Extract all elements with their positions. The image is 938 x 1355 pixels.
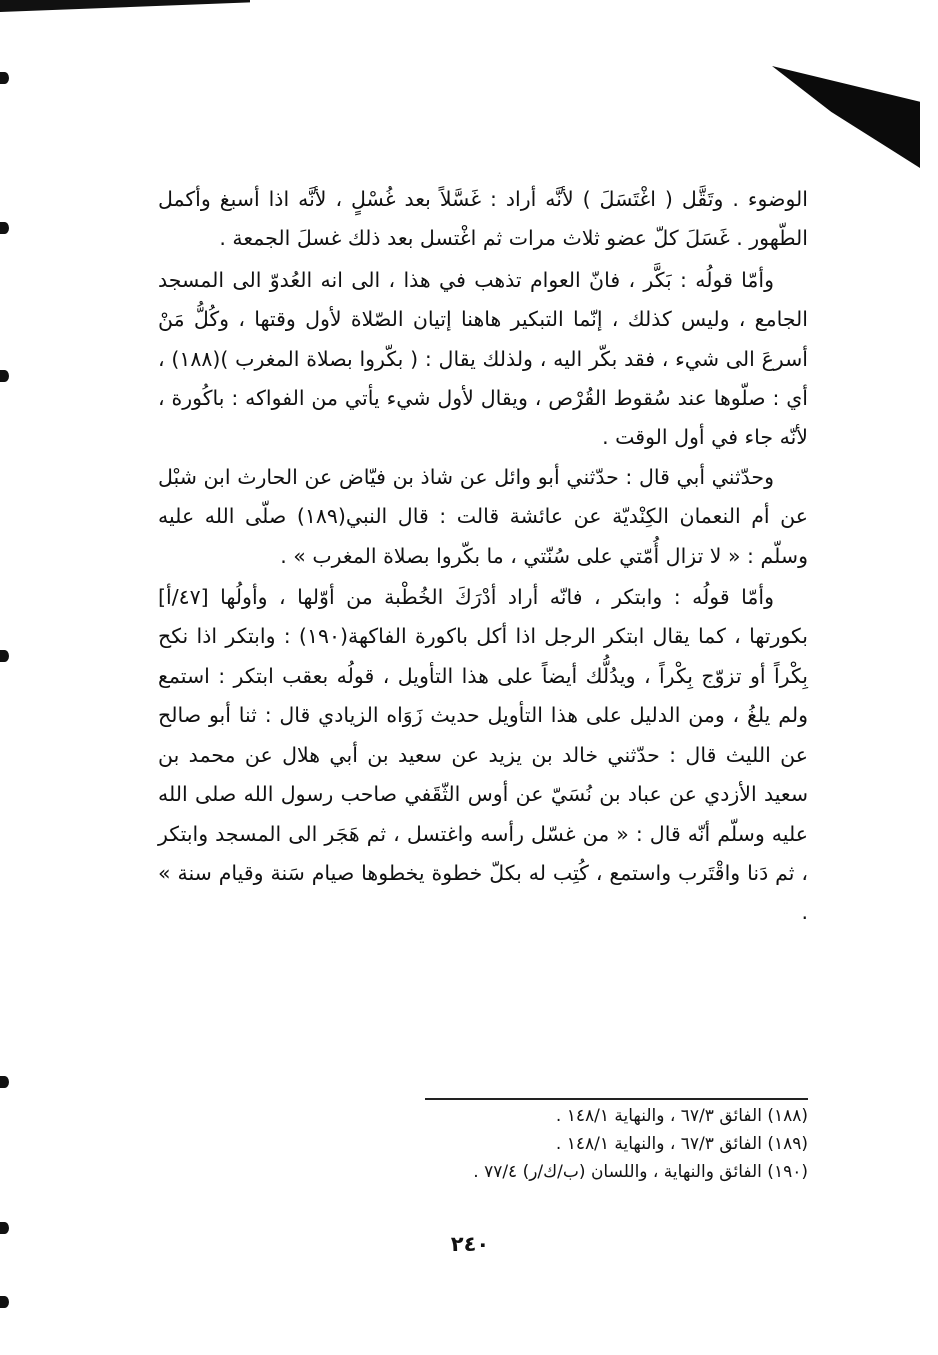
body-paragraph: الوضوء . وتَقَّل ( اغْتَسَلَ ) لأنَّه أراد : غَسَّلاً بعد غُسْلٍ ، لأنَّه اذا أسبغ وأكمل الطّهور . غَسَلَ كلّ عضو ثلاث مرات ثم اغْتسل بعد ذلك غسلَ الجمعة . xyxy=(158,187,808,251)
footnotes xyxy=(300,1102,808,1186)
footnote: (١٨٩) الفائق ٦٧/٣ ، والنهاية ١٤٨/١ . xyxy=(555,1134,808,1154)
footnote-divider xyxy=(425,1098,808,1100)
body-paragraph: وحدّثني أبي قال : حدّثني أبو وائل عن شاذ بن فيّاض عن الحارث ابن شبْل عن أم النعمان الكِنْديّة عن عائشة قالت : قال النبي(١٨٩) صلّى الله عليه وسلّم : « لا تزال أُمّتي على سُنّتي ، ما بكّروا بصلاة المغرب » . xyxy=(158,464,808,568)
body-paragraph: وأمّا قولُه : بَكَّر ، فانّ العوام تذهب في هذا ، الى انه العُدوّ الى المسجد الجامع ، وليس كذلك ، إنّما التبكير هاهنا إتيان الصّلاة لأول وقتها ، وكُلُّ مَنْ أسرعَ الى شيء ، فقد بكّر اليه ، ولذلك يقال : ( بكّروا بصلاة المغرب )(١٨٨) ، أي : صلّوها عند سُقوط القُرْص ، ويقال لأول شيء يأتي من الفواكه : باكُورة ، لأنّه جاء في أول الوقت . xyxy=(158,267,808,450)
binding-hole-mark xyxy=(0,72,9,84)
binding-hole-mark xyxy=(0,1076,9,1088)
scan-corner-shadow xyxy=(772,66,920,168)
binding-hole-mark xyxy=(0,1222,9,1234)
footnote: (١٩٠) الفائق والنهاية ، واللسان (ب/ك/ر) ٧٧/٤ . xyxy=(473,1162,808,1182)
scan-edge-mark xyxy=(0,0,250,12)
binding-hole-mark xyxy=(0,650,9,662)
page-body-text xyxy=(158,180,808,933)
binding-hole-mark xyxy=(0,370,9,382)
footnote: (١٨٨) الفائق ٦٧/٣ ، والنهاية ١٤٨/١ . xyxy=(555,1106,808,1126)
binding-hole-mark xyxy=(0,1296,9,1308)
binding-hole-mark xyxy=(0,222,9,234)
body-paragraph: وأمّا قولُه : وابتكر ، فانّه أراد أدْرَكَ الخُطْبة من أوّلها ، وأولُها [٤٧/أ] بكورتها ، كما يقال ابتكر الرجل اذا أكل باكورة الفاكهة(١٩٠) : وابتكر اذا نكح بِكْراً أو تزوّج بِكْراً ، ويدُلُّك أيضاً على هذا التأويل ، قولُه بعقب ابتكر : استمع ولم يلغُ ، ومن الدليل على هذا التأويل حديث زَوَاه الزيادي قال : ثنا أبو صالح عن الليث قال : حدّثني خالد بن يزيد عن سعيد بن أبي هلال عن محمد بن سعيد الأزدي عن عباد بن نُسَيّ عن أوس الثّقَفي صاحب رسول الله صلى الله عليه وسلّم أنّه قال : « من غسّل رأسه واغتسل ، ثم هَجَر الى المسجد وابتكر ، ثم دَنا واقْتَرب واستمع ، كُتِب له بكلّ خطوة يخطوها صيام سَنة وقيام سنة » . xyxy=(158,585,808,925)
page-number: ٢٤٠ xyxy=(450,1232,490,1256)
